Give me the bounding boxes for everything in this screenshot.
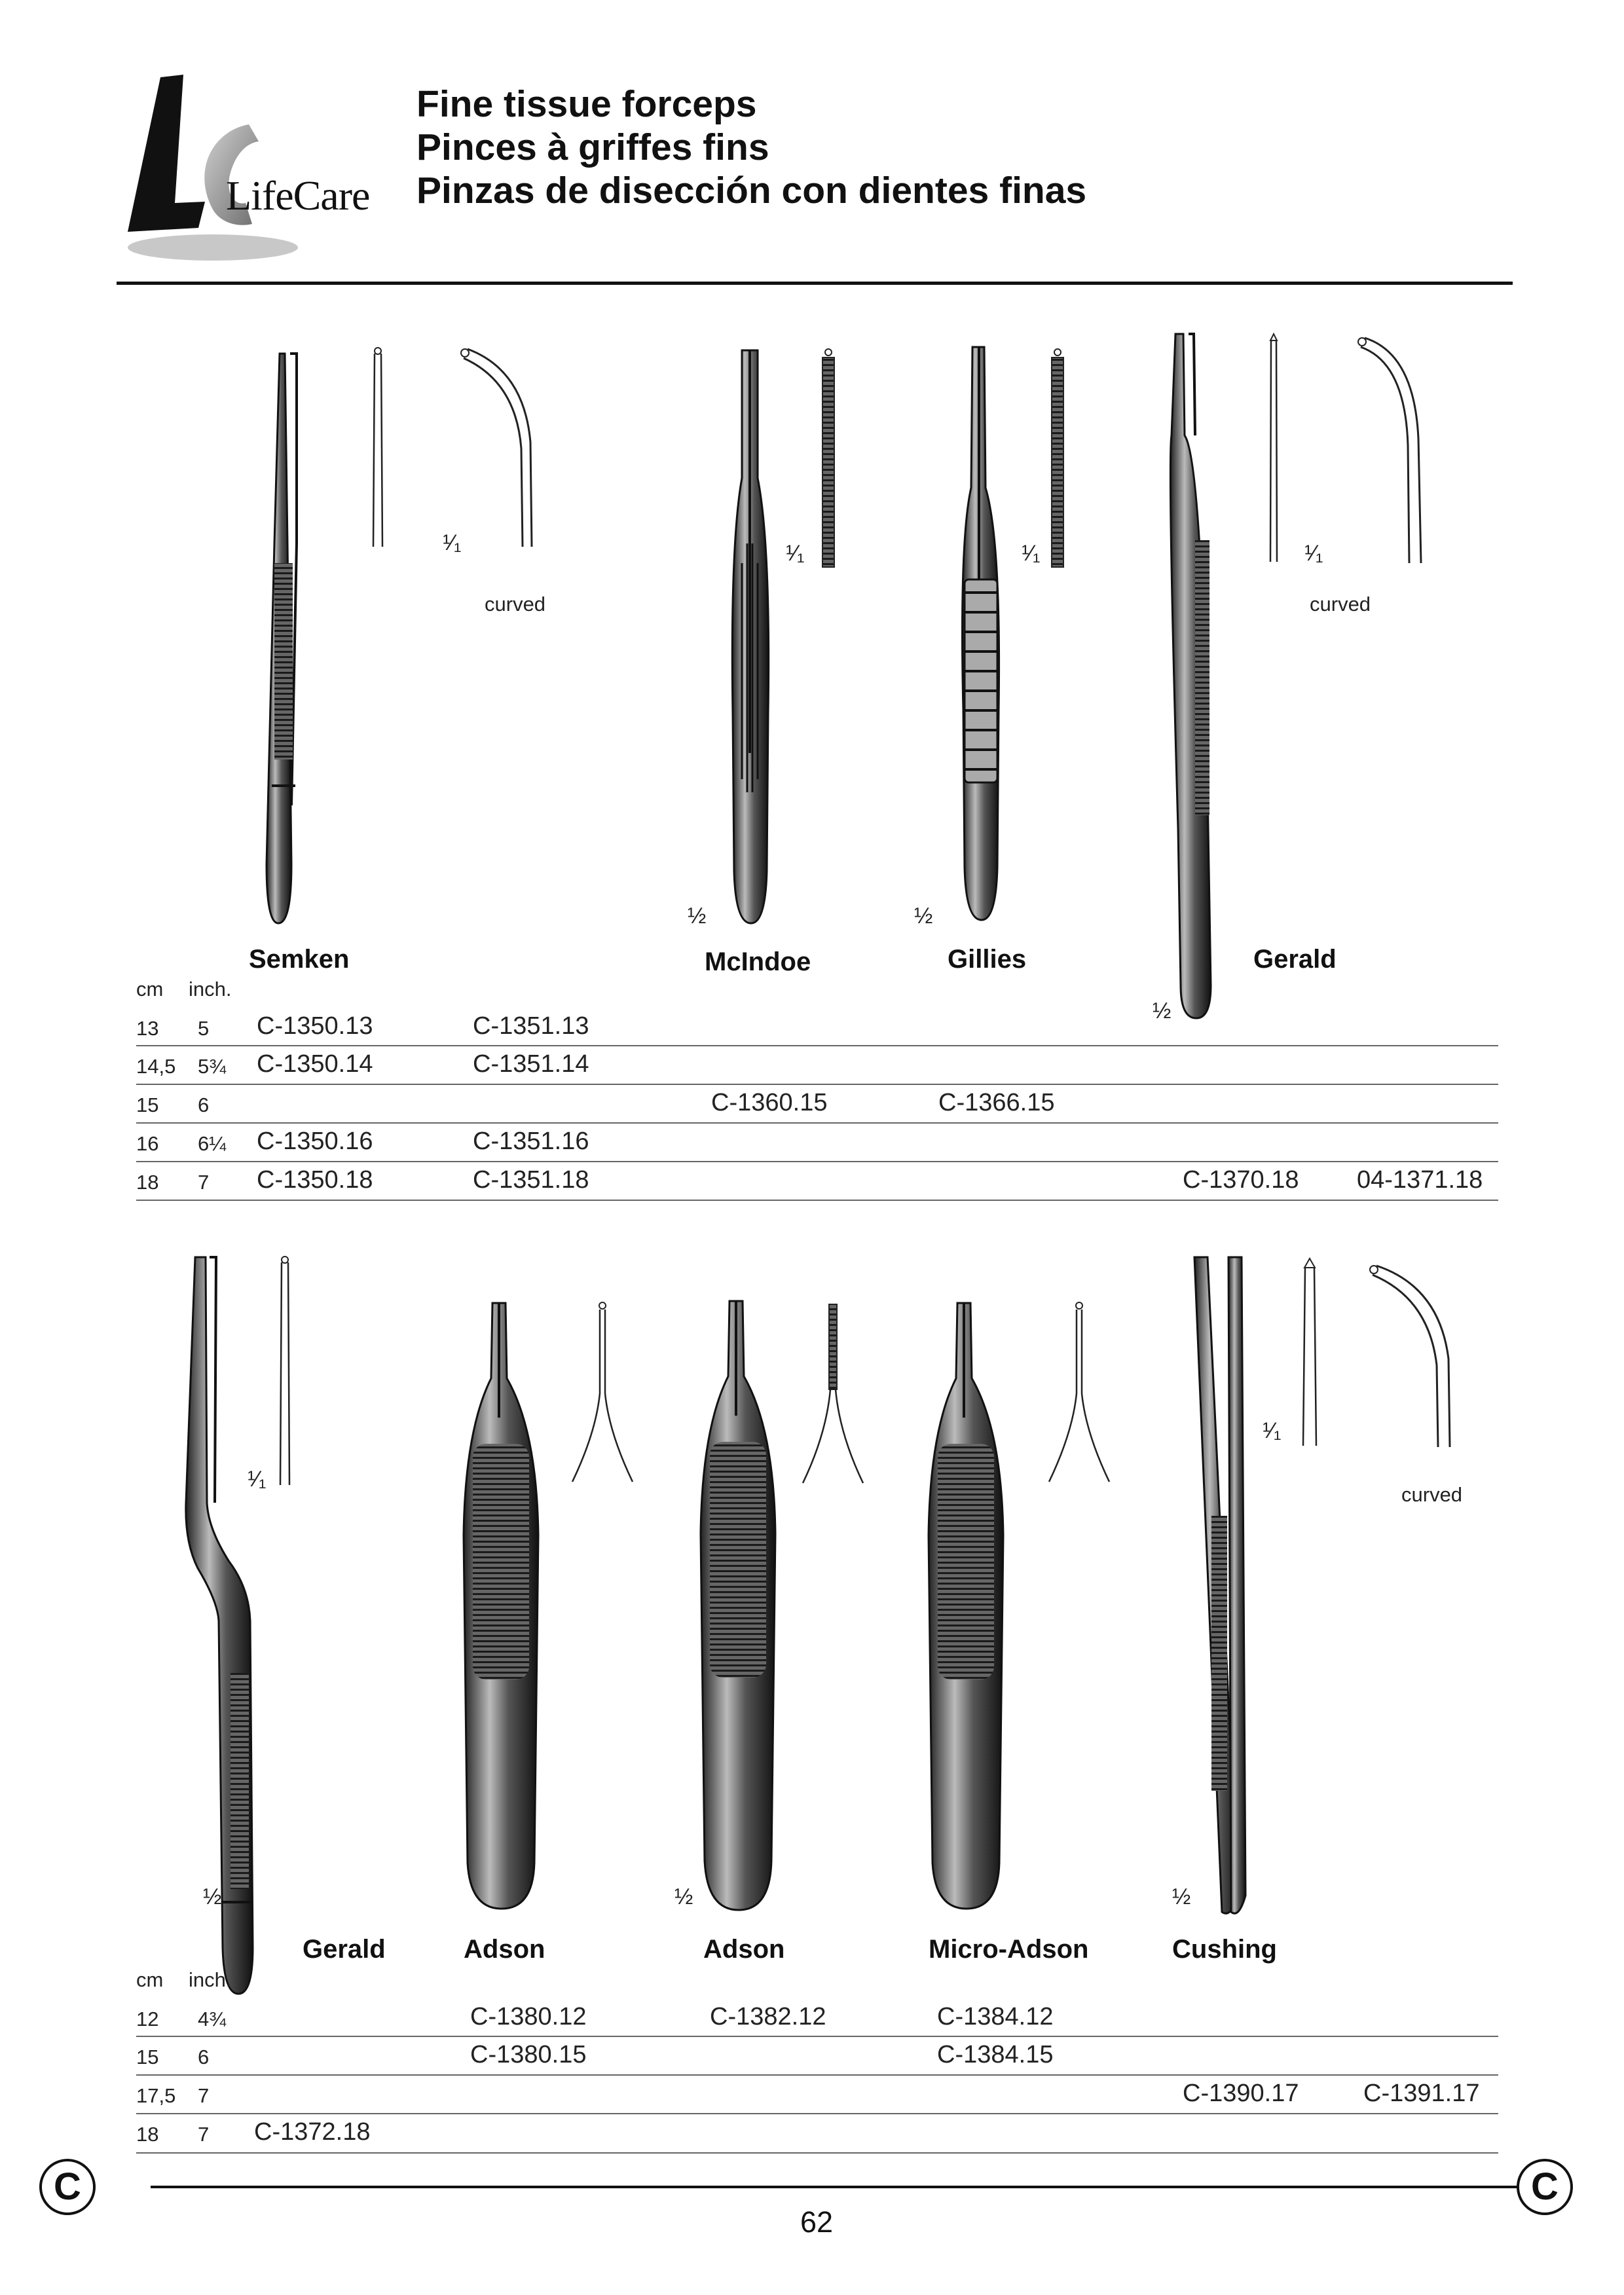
gerald-bayonet-tip-detail <box>275 1256 295 1488</box>
unit-cm: cm <box>136 978 164 1001</box>
title-french: Pinces à griffes fins <box>416 126 769 168</box>
section-letter-badge-left: C <box>39 2159 96 2215</box>
footer-rule <box>151 2186 1519 2188</box>
scale-label: ½ <box>674 1884 693 1909</box>
scale-label: ¹⁄₁ <box>1022 541 1041 566</box>
adson-forceps-illustration-2 <box>695 1298 781 1917</box>
cell-inch: 4¾ <box>198 2008 227 2030</box>
lifecare-logo <box>115 72 377 262</box>
caption-cushing: Cushing <box>1172 1935 1277 1964</box>
cushing-forceps-illustration <box>1192 1254 1257 1925</box>
title-english: Fine tissue forceps <box>416 83 757 125</box>
cell-cm: 15 <box>136 1093 159 1116</box>
row-divider <box>136 1045 1498 1046</box>
catalog-number: C-1350.16 <box>257 1128 373 1155</box>
cell-inch: 6¼ <box>198 1132 227 1155</box>
catalog-number: C-1384.12 <box>937 2003 1054 2030</box>
mcindoe-tip-detail <box>817 348 840 571</box>
scale-label: ¹⁄₁ <box>786 541 805 566</box>
catalog-number: C-1351.16 <box>473 1128 589 1155</box>
page-number: 62 <box>800 2205 834 2239</box>
gerald-tip-detail <box>1264 333 1283 565</box>
cell-cm: 18 <box>136 2123 159 2146</box>
gerald-forceps-illustration <box>1162 331 1228 1025</box>
cell-inch: 5¾ <box>198 1055 227 1078</box>
row-divider <box>136 2152 1498 2154</box>
unit-cm: cm <box>136 1968 164 1991</box>
scale-label: ¹⁄₁ <box>443 530 462 555</box>
catalog-number: 04-1371.18 <box>1357 1166 1483 1194</box>
catalog-number: C-1351.18 <box>473 1166 589 1194</box>
scale-label: ¹⁄₁ <box>248 1467 267 1492</box>
curved-note: curved <box>485 593 546 615</box>
row-divider <box>136 2074 1498 2076</box>
catalog-number: C-1350.18 <box>257 1166 373 1194</box>
row-divider <box>136 2036 1498 2037</box>
scale-label: ¹⁄₁ <box>1304 541 1323 566</box>
caption-gerald-bayonet: Gerald <box>303 1935 386 1964</box>
catalog-number: C-1351.14 <box>473 1050 589 1078</box>
catalog-number: C-1360.15 <box>711 1089 828 1116</box>
cell-cm: 17,5 <box>136 2084 176 2107</box>
cell-inch: 6 <box>198 2046 210 2068</box>
caption-micro-adson: Micro-Adson <box>929 1935 1089 1964</box>
cell-inch: 6 <box>198 1093 210 1116</box>
semken-tip-detail <box>368 347 388 550</box>
scale-label: ½ <box>1153 999 1172 1023</box>
row-divider <box>136 1200 1498 1201</box>
cell-cm: 14,5 <box>136 1055 176 1078</box>
catalog-number: C-1351.13 <box>473 1012 589 1040</box>
scale-label: ½ <box>688 904 707 928</box>
cell-cm: 16 <box>136 1132 159 1155</box>
adson-tip-detail <box>570 1302 635 1485</box>
row-divider <box>136 1084 1498 1085</box>
scale-label: ¹⁄₁ <box>1263 1418 1282 1443</box>
catalog-number: C-1382.12 <box>710 2003 826 2030</box>
catalog-number: C-1350.14 <box>257 1050 373 1078</box>
cell-inch: 7 <box>198 2123 210 2146</box>
mcindoe-forceps-illustration <box>724 347 776 930</box>
gillies-tip-detail <box>1046 348 1069 571</box>
caption-adson: Adson <box>464 1935 545 1964</box>
catalog-number: C-1384.15 <box>937 2041 1054 2068</box>
caption-gerald: Gerald <box>1253 945 1337 974</box>
brand-name: LifeCare <box>226 172 370 219</box>
catalog-number: C-1370.18 <box>1183 1166 1299 1194</box>
catalog-number: C-1350.13 <box>257 1012 373 1040</box>
cell-inch: 5 <box>198 1017 210 1040</box>
curved-note: curved <box>1310 593 1371 615</box>
catalog-number: C-1391.17 <box>1363 2080 1480 2107</box>
micro-adson-tip-detail <box>1046 1302 1112 1485</box>
catalog-number: C-1372.18 <box>254 2118 371 2146</box>
unit-inch: inch. <box>189 1968 232 1991</box>
scale-label: ½ <box>203 1884 222 1909</box>
unit-inch: inch. <box>189 978 232 1001</box>
catalog-number: C-1380.15 <box>470 2041 587 2068</box>
cushing-curved-tip-detail <box>1367 1260 1466 1450</box>
row-divider <box>136 1161 1498 1162</box>
row-divider <box>136 2113 1498 2114</box>
gillies-forceps-illustration <box>953 344 1005 927</box>
catalog-number: C-1390.17 <box>1183 2080 1299 2107</box>
adson-serrated-tip-detail <box>800 1303 866 1486</box>
header-rule <box>117 282 1513 285</box>
caption-adson-2: Adson <box>703 1935 785 1964</box>
cell-inch: 7 <box>198 1171 210 1194</box>
scale-label: ½ <box>914 904 933 928</box>
micro-adson-forceps-illustration <box>923 1300 1008 1915</box>
caption-semken: Semken <box>249 945 350 974</box>
title-spanish: Pinzas de disección con dientes finas <box>416 170 1087 211</box>
semken-forceps-illustration <box>265 347 318 936</box>
cell-inch: 7 <box>198 2084 210 2107</box>
row-divider <box>136 1122 1498 1124</box>
catalog-number: C-1366.15 <box>938 1089 1055 1116</box>
caption-gillies: Gillies <box>948 945 1027 974</box>
adson-forceps-illustration <box>458 1300 544 1915</box>
section-letter-badge-right: C <box>1517 2159 1573 2215</box>
cell-cm: 13 <box>136 1017 159 1040</box>
cell-cm: 12 <box>136 2008 159 2030</box>
cushing-tip-detail <box>1297 1256 1323 1449</box>
caption-mcindoe: McIndoe <box>705 947 811 976</box>
cell-cm: 15 <box>136 2046 159 2068</box>
curved-note: curved <box>1401 1483 1463 1506</box>
catalog-number: C-1380.12 <box>470 2003 587 2030</box>
scale-label: ½ <box>1172 1884 1191 1909</box>
gerald-curved-tip-detail <box>1356 334 1434 566</box>
semken-curved-tip-detail <box>458 344 550 550</box>
cell-cm: 18 <box>136 1171 159 1194</box>
